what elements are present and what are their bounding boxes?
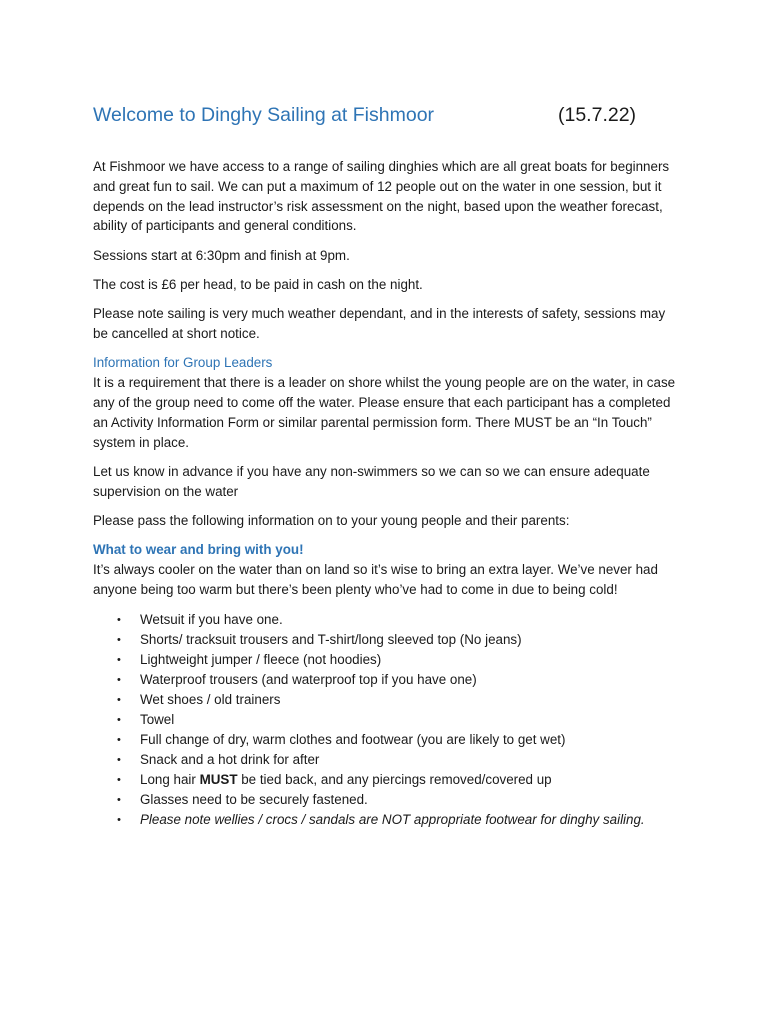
list-item: • Towel: [140, 710, 683, 730]
list-item: • Lightweight jumper / fleece (not hoodies): [140, 650, 683, 670]
list-item: • Wetsuit if you have one.: [140, 610, 683, 630]
bullet-icon: •: [117, 613, 121, 626]
bullet-icon: •: [117, 793, 121, 806]
list-item-glasses: • Glasses need to be securely fastened.: [140, 790, 683, 810]
group-leaders-requirement: It is a requirement that there is a leader on shore whilst the young people are on the water, in case any of the group need to come off the water. Please ensure that each participant has a completed an Activity Information Form or similar parental permission form. There MUST be an “In Touch” system in place.: [93, 375, 676, 450]
bullet-icon: •: [117, 693, 121, 706]
title-row: [93, 104, 653, 132]
document-body: [93, 157, 683, 830]
list-item: • Snack and a hot drink for after: [140, 750, 683, 770]
document-date: (15.7.22): [558, 104, 637, 126]
bullet-icon: •: [117, 733, 121, 746]
bullet-icon: •: [117, 813, 121, 826]
list-item: • Full change of dry, warm clothes and footwear (you are likely to get wet): [140, 730, 683, 750]
list-item-footwear-note: • Please note wellies / crocs / sandals are NOT appropriate footwear for dinghy sailing.: [140, 810, 683, 830]
intro-paragraph-boats: At Fishmoor we have access to a range of sailing dinghies which are all great boats for beginners and great fun to sail. We can put a maximum of 12 people out on the water in one session, but it depends on the lead instructor’s risk assessment on the night, based upon the weather forecast, ability of participants and general conditions.: [93, 159, 670, 234]
group-leaders-swimmers: Let us know in advance if you have any non-swimmers so we can so we can ensure adequate supervision on the water: [93, 463, 650, 499]
kit-list: [93, 610, 683, 830]
bullet-icon: •: [117, 713, 121, 726]
bullet-icon: •: [117, 633, 121, 646]
intro-paragraph-cost: The cost is £6 per head, to be paid in cash on the night.: [93, 276, 423, 292]
list-item: • Shorts/ tracksuit trousers and T-shirt/long sleeved top (No jeans): [140, 630, 683, 650]
group-leaders-heading: Information for Group Leaders: [93, 355, 273, 371]
list-item-long-hair: • Long hair MUST be tied back, and any piercings removed/covered up: [140, 770, 683, 790]
list-item: • Waterproof trousers (and waterproof top if you have one): [140, 670, 683, 690]
what-to-wear-intro: It’s always cooler on the water than on land so it’s wise to bring an extra layer. We’ve never had anyone being too warm but there’s been plenty who’ve had to come in due to being cold!: [93, 562, 658, 597]
intro-paragraph-weather: Please note sailing is very much weather dependant, and in the interests of safety, sessions may be cancelled at short notice.: [93, 306, 666, 342]
intro-paragraph-times: Sessions start at 6:30pm and finish at 9pm.: [93, 247, 350, 263]
page-title: Welcome to Dinghy Sailing at Fishmoor: [93, 104, 435, 126]
bullet-icon: •: [117, 673, 121, 686]
bullet-icon: •: [117, 753, 121, 766]
bullet-icon: •: [117, 773, 121, 786]
what-to-wear-heading: What to wear and bring with you!: [93, 542, 304, 558]
bullet-icon: •: [117, 653, 121, 666]
emphasis-must: MUST: [199, 771, 238, 787]
list-item: • Wet shoes / old trainers: [140, 690, 683, 710]
group-leaders-pass-info: Please pass the following information on to your young people and their parents:: [93, 512, 570, 528]
